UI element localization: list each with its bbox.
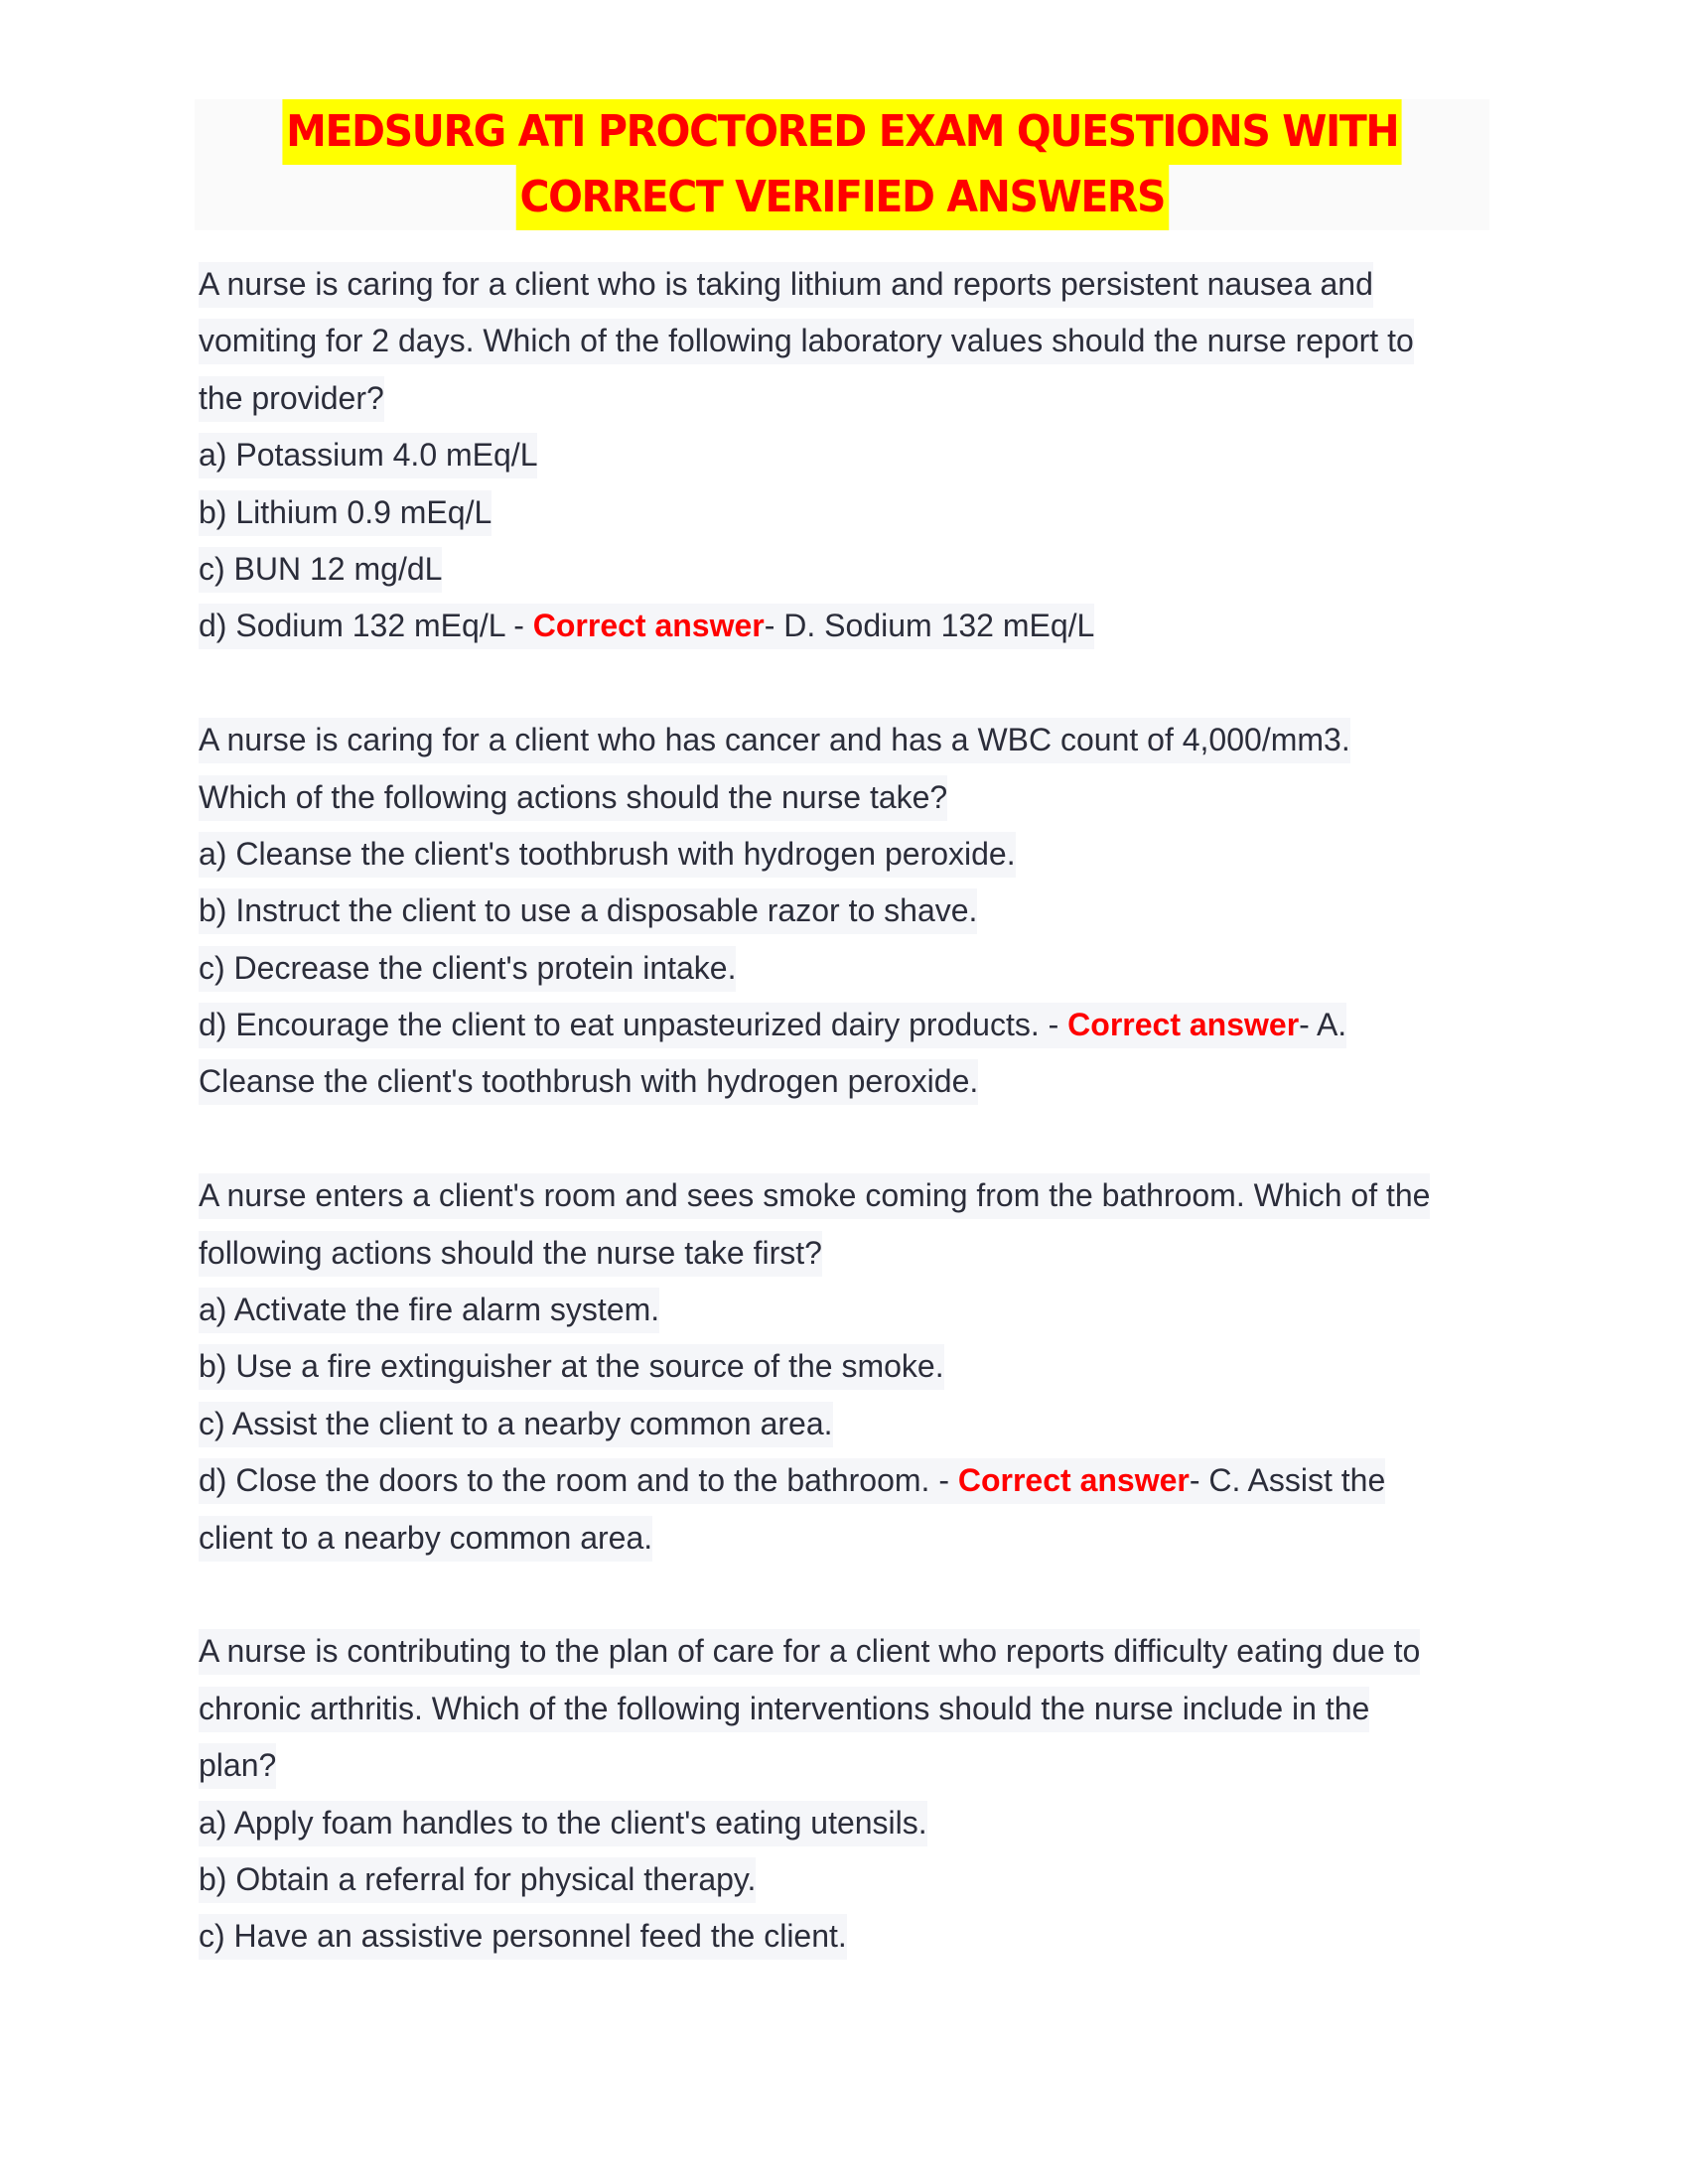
option-a: a) Potassium 4.0 mEq/L: [199, 433, 537, 478]
correct-answer-label: Correct answer: [1067, 1007, 1300, 1043]
question-stem-line: Which of the following actions should the nurse take?: [199, 775, 947, 821]
answer-continuation: client to a nearby common area.: [199, 1516, 652, 1562]
option-d-with-answer: [199, 1003, 1346, 1048]
question-stem-line: A nurse is caring for a client who has cancer and has a WBC count of 4,000/mm3.: [199, 718, 1350, 763]
option-c: c) Have an assistive personnel feed the client.: [199, 1914, 847, 1960]
document-body: [199, 256, 1499, 1966]
correct-answer-label: Correct answer: [532, 608, 765, 644]
spacer: [199, 1111, 1499, 1167]
question-stem-line: following actions should the nurse take first?: [199, 1231, 822, 1277]
question-stem-line: A nurse is contributing to the plan of care for a client who reports difficulty eating due to: [199, 1629, 1420, 1675]
option-d: d) Close the doors to the room and to the bathroom. -: [199, 1462, 958, 1499]
option-d: d) Encourage the client to eat unpasteurized dairy products. -: [199, 1007, 1068, 1043]
spacer: [199, 655, 1499, 712]
title-row-2: [195, 165, 1489, 230]
option-b: b) Instruct the client to use a disposable razor to shave.: [199, 888, 977, 934]
answer-text: - A.: [1299, 1007, 1347, 1043]
answer-continuation: Cleanse the client's toothbrush with hydrogen peroxide.: [199, 1059, 978, 1105]
answer-text: - D. Sodium 132 mEq/L: [764, 608, 1095, 644]
question-stem-line: A nurse is caring for a client who is taking lithium and reports persistent nausea and: [199, 262, 1373, 308]
question-2: [199, 712, 1499, 1111]
question-1: [199, 256, 1499, 655]
option-d: d) Sodium 132 mEq/L -: [199, 608, 533, 644]
title-row-1: [195, 99, 1489, 165]
option-d-with-answer: [199, 1458, 1385, 1504]
answer-text: - C. Assist the: [1189, 1462, 1386, 1499]
document-title: [195, 99, 1489, 230]
question-4: [199, 1623, 1499, 1965]
option-a: a) Cleanse the client's toothbrush with hydrogen peroxide.: [199, 832, 1016, 878]
question-stem-line: plan?: [199, 1743, 276, 1789]
option-d-with-answer: [199, 604, 1094, 649]
question-stem-line: chronic arthritis. Which of the following interventions should the nurse include in the: [199, 1687, 1369, 1732]
question-stem-line: vomiting for 2 days. Which of the following laboratory values should the nurse report to: [199, 319, 1414, 364]
option-c: c) Decrease the client's protein intake.: [199, 946, 736, 992]
question-stem-line: the provider?: [199, 376, 384, 422]
question-3: [199, 1167, 1499, 1567]
option-b: b) Obtain a referral for physical therapy.: [199, 1857, 756, 1903]
option-c: c) BUN 12 mg/dL: [199, 547, 442, 593]
question-stem-line: A nurse enters a client's room and sees smoke coming from the bathroom. Which of the: [199, 1173, 1430, 1219]
spacer: [199, 1567, 1499, 1623]
option-a: a) Apply foam handles to the client's eating utensils.: [199, 1801, 927, 1846]
option-c: c) Assist the client to a nearby common area.: [199, 1402, 833, 1447]
option-a: a) Activate the fire alarm system.: [199, 1288, 659, 1333]
correct-answer-label: Correct answer: [957, 1462, 1190, 1499]
option-b: b) Lithium 0.9 mEq/L: [199, 490, 492, 536]
title-line-2: CORRECT VERIFIED ANSWERS: [515, 165, 1168, 230]
title-line-1: MEDSURG ATI PROCTORED EXAM QUESTIONS WITH: [282, 99, 1401, 165]
option-b: b) Use a fire extinguisher at the source of the smoke.: [199, 1344, 944, 1390]
